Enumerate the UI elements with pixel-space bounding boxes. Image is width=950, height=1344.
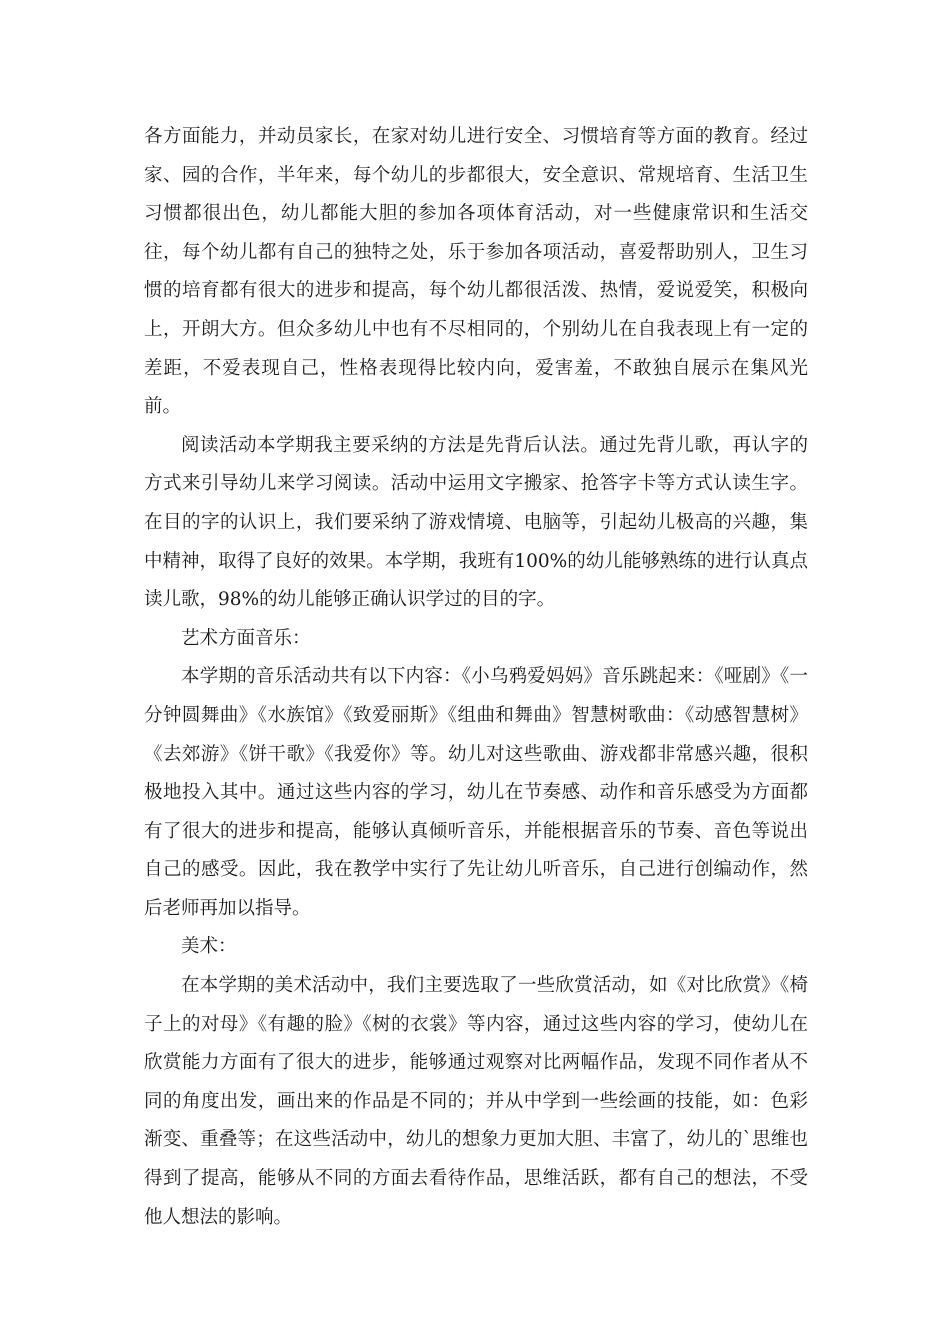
paragraph-health-summary: 各方面能力，并动员家长，在家对幼儿进行安全、习惯培育等方面的教育。经过家、园的合作，半年来，每个幼儿的步都很大，安全意识、常规培育、生活卫生习惯都很出色，幼儿都能大胆的参加各项体育活动，对一些健康常识和生活交往，每个幼儿都有自己的独特之处，乐于参加各项活动，喜爱帮助别人，卫生习惯的培育都有很大的进步和提高，每个幼儿都很活泼、热情，爱说爱笑，积极向上，开朗大方。但众多幼儿中也有不尽相同的，个别幼儿在自我表现上有一定的差距，不爱表现自己，性格表现得比较内向，爱害羞，不敢独自展示在集风光前。 <box>144 126 808 418</box>
paragraph-reading-activity: 阅读活动本学期我主要采纳的方法是先背后认法。通过先背儿歌，再认字的方式来引导幼儿来学习阅读。活动中运用文字搬家、抢答字卡等方式认读生字。在目的字的认识上，我们要采纳了游戏情境、电脑等，引起幼儿极高的兴趣，集中精神，取得了良好的效果。本学期，我班有100%的幼儿能够熟练的进行认真点读儿歌，98%的幼儿能够正确认识学过的目的字。 <box>144 434 808 611</box>
heading-fine-art: 美术： <box>181 936 237 958</box>
document-body <box>144 118 808 1237</box>
paragraph-music-activity: 本学期的音乐活动共有以下内容：《小乌鸦爱妈妈》音乐跳起来：《哑剧》《一分钟圆舞曲》《水族馆》《致爱丽斯》《组曲和舞曲》智慧树歌曲：《动感智慧树》《去郊游》《饼干歌》《我爱你》等。幼儿对这些歌曲、游戏都非常感兴趣，很积极地投入其中。通过这些内容的学习，幼儿在节奏感、动作和音乐感受为方面都有了很大的进步和提高，能够认真倾听音乐，并能根据音乐的节奏、音色等说出自己的感受。因此，我在教学中实行了先让幼儿听音乐，自己进行创编动作，然后老师再加以指导。 <box>144 666 808 919</box>
heading-art-music: 艺术方面音乐： <box>181 627 311 649</box>
paragraph-fine-art-activity: 在本学期的美术活动中，我们主要选取了一些欣赏活动，如《对比欣赏》《椅子上的对母》《有趣的脸》《树的衣裳》等内容，通过这些内容的学习，使幼儿在欣赏能力方面有了很大的进步，能够通过观察对比两幅作品，发现不同作者从不同的角度出发，画出来的作品是不同的；并从中学到一些绘画的技能，如：色彩渐变、重叠等；在这些活动中，幼儿的想象力更加大胆、丰富了，幼儿的`思维也得到了提高，能够从不同的方面去看待作品，思维活跃，都有自己的想法，不受他人想法的影响。 <box>144 975 808 1228</box>
